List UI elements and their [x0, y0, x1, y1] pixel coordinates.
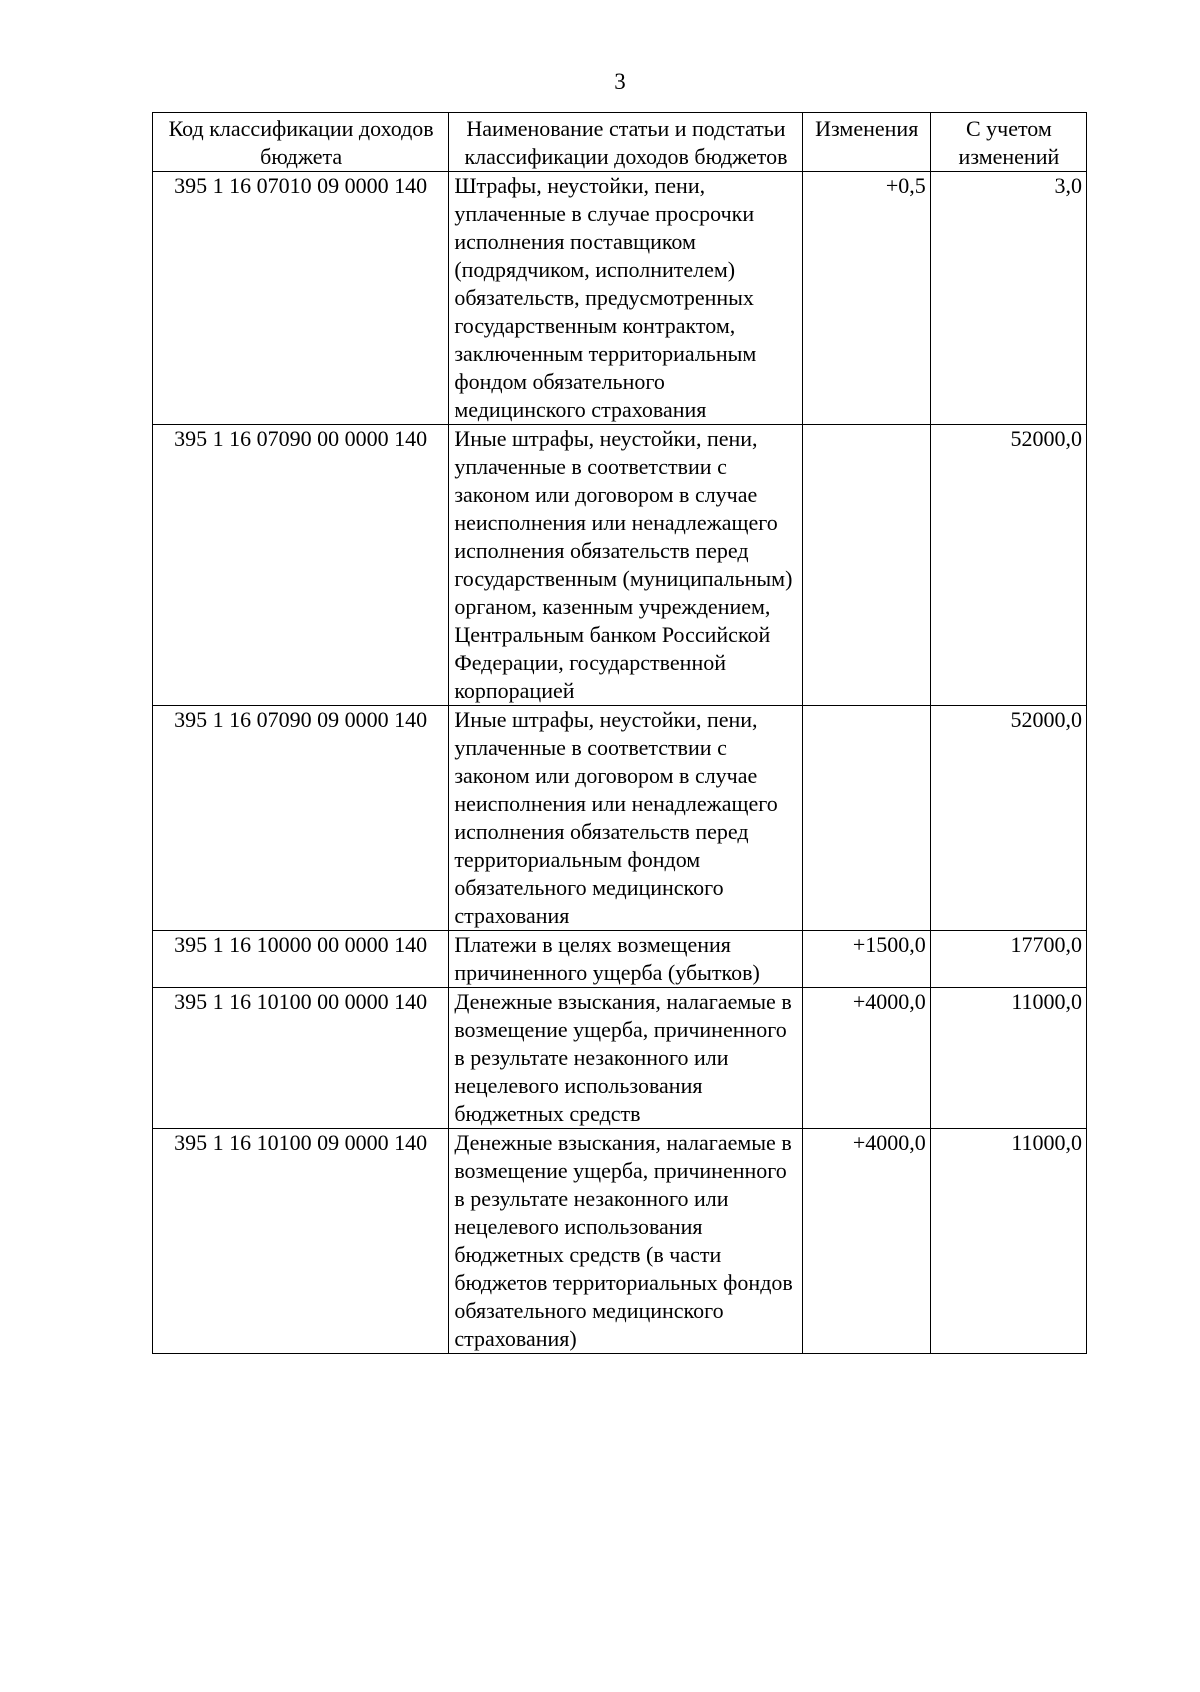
item-name: Платежи в целях возмещения причиненного ущерба (убытков) [449, 931, 802, 988]
change-value: +4000,0 [802, 1129, 930, 1354]
total-value: 11000,0 [930, 1129, 1086, 1354]
table-row [153, 706, 1087, 931]
table-row [153, 1129, 1087, 1354]
budget-revenue-table [152, 112, 1087, 1354]
table-row [153, 425, 1087, 706]
change-value [802, 706, 930, 931]
change-value [802, 425, 930, 706]
classification-code: 395 1 16 07090 09 0000 140 [153, 706, 449, 931]
classification-code: 395 1 16 07090 00 0000 140 [153, 425, 449, 706]
item-name: Иные штрафы, неустойки, пени, уплаченные в соответствии с законом или договором в случае неисполнения или ненадлежащего исполнения обязательств перед государственным (муниципальным) органом, казенным учреждением, Центральным банком Российской Федерации, государственной корпорацией [449, 425, 802, 706]
change-value: +0,5 [802, 172, 930, 425]
change-value: +4000,0 [802, 988, 930, 1129]
item-name: Денежные взыскания, налагаемые в возмещение ущерба, причиненного в результате незаконного или нецелевого использования бюджетных средств (в части бюджетов территориальных фондов обязательного медицинского страхования) [449, 1129, 802, 1354]
header-with-changes: С учетом изменений [930, 113, 1086, 172]
page-number: 3 [614, 69, 626, 94]
classification-code: 395 1 16 07010 09 0000 140 [153, 172, 449, 425]
total-value: 11000,0 [930, 988, 1086, 1129]
total-value: 52000,0 [930, 706, 1086, 931]
table-row [153, 931, 1087, 988]
table-row [153, 988, 1087, 1129]
classification-code: 395 1 16 10000 00 0000 140 [153, 931, 449, 988]
classification-code: 395 1 16 10100 00 0000 140 [153, 988, 449, 1129]
item-name: Денежные взыскания, налагаемые в возмещение ущерба, причиненного в результате незаконного или нецелевого использования бюджетных средств [449, 988, 802, 1129]
header-changes: Изменения [802, 113, 930, 172]
total-value: 17700,0 [930, 931, 1086, 988]
header-classification-code: Код классификации доходов бюджета [153, 113, 449, 172]
table-header-row [153, 113, 1087, 172]
total-value: 3,0 [930, 172, 1086, 425]
item-name: Иные штрафы, неустойки, пени, уплаченные в соответствии с законом или договором в случае неисполнения или ненадлежащего исполнения обязательств перед территориальным фондом обязательного медицинского страхования [449, 706, 802, 931]
total-value: 52000,0 [930, 425, 1086, 706]
item-name: Штрафы, неустойки, пени, уплаченные в случае просрочки исполнения поставщиком (подрядчиком, исполнителем) обязательств, предусмотренных государственным контрактом, заключенным территориальным фондом обязательного медицинского страхования [449, 172, 802, 425]
classification-code: 395 1 16 10100 09 0000 140 [153, 1129, 449, 1354]
change-value: +1500,0 [802, 931, 930, 988]
table-row [153, 172, 1087, 425]
header-item-name: Наименование статьи и подстатьи классификации доходов бюджетов [449, 113, 802, 172]
